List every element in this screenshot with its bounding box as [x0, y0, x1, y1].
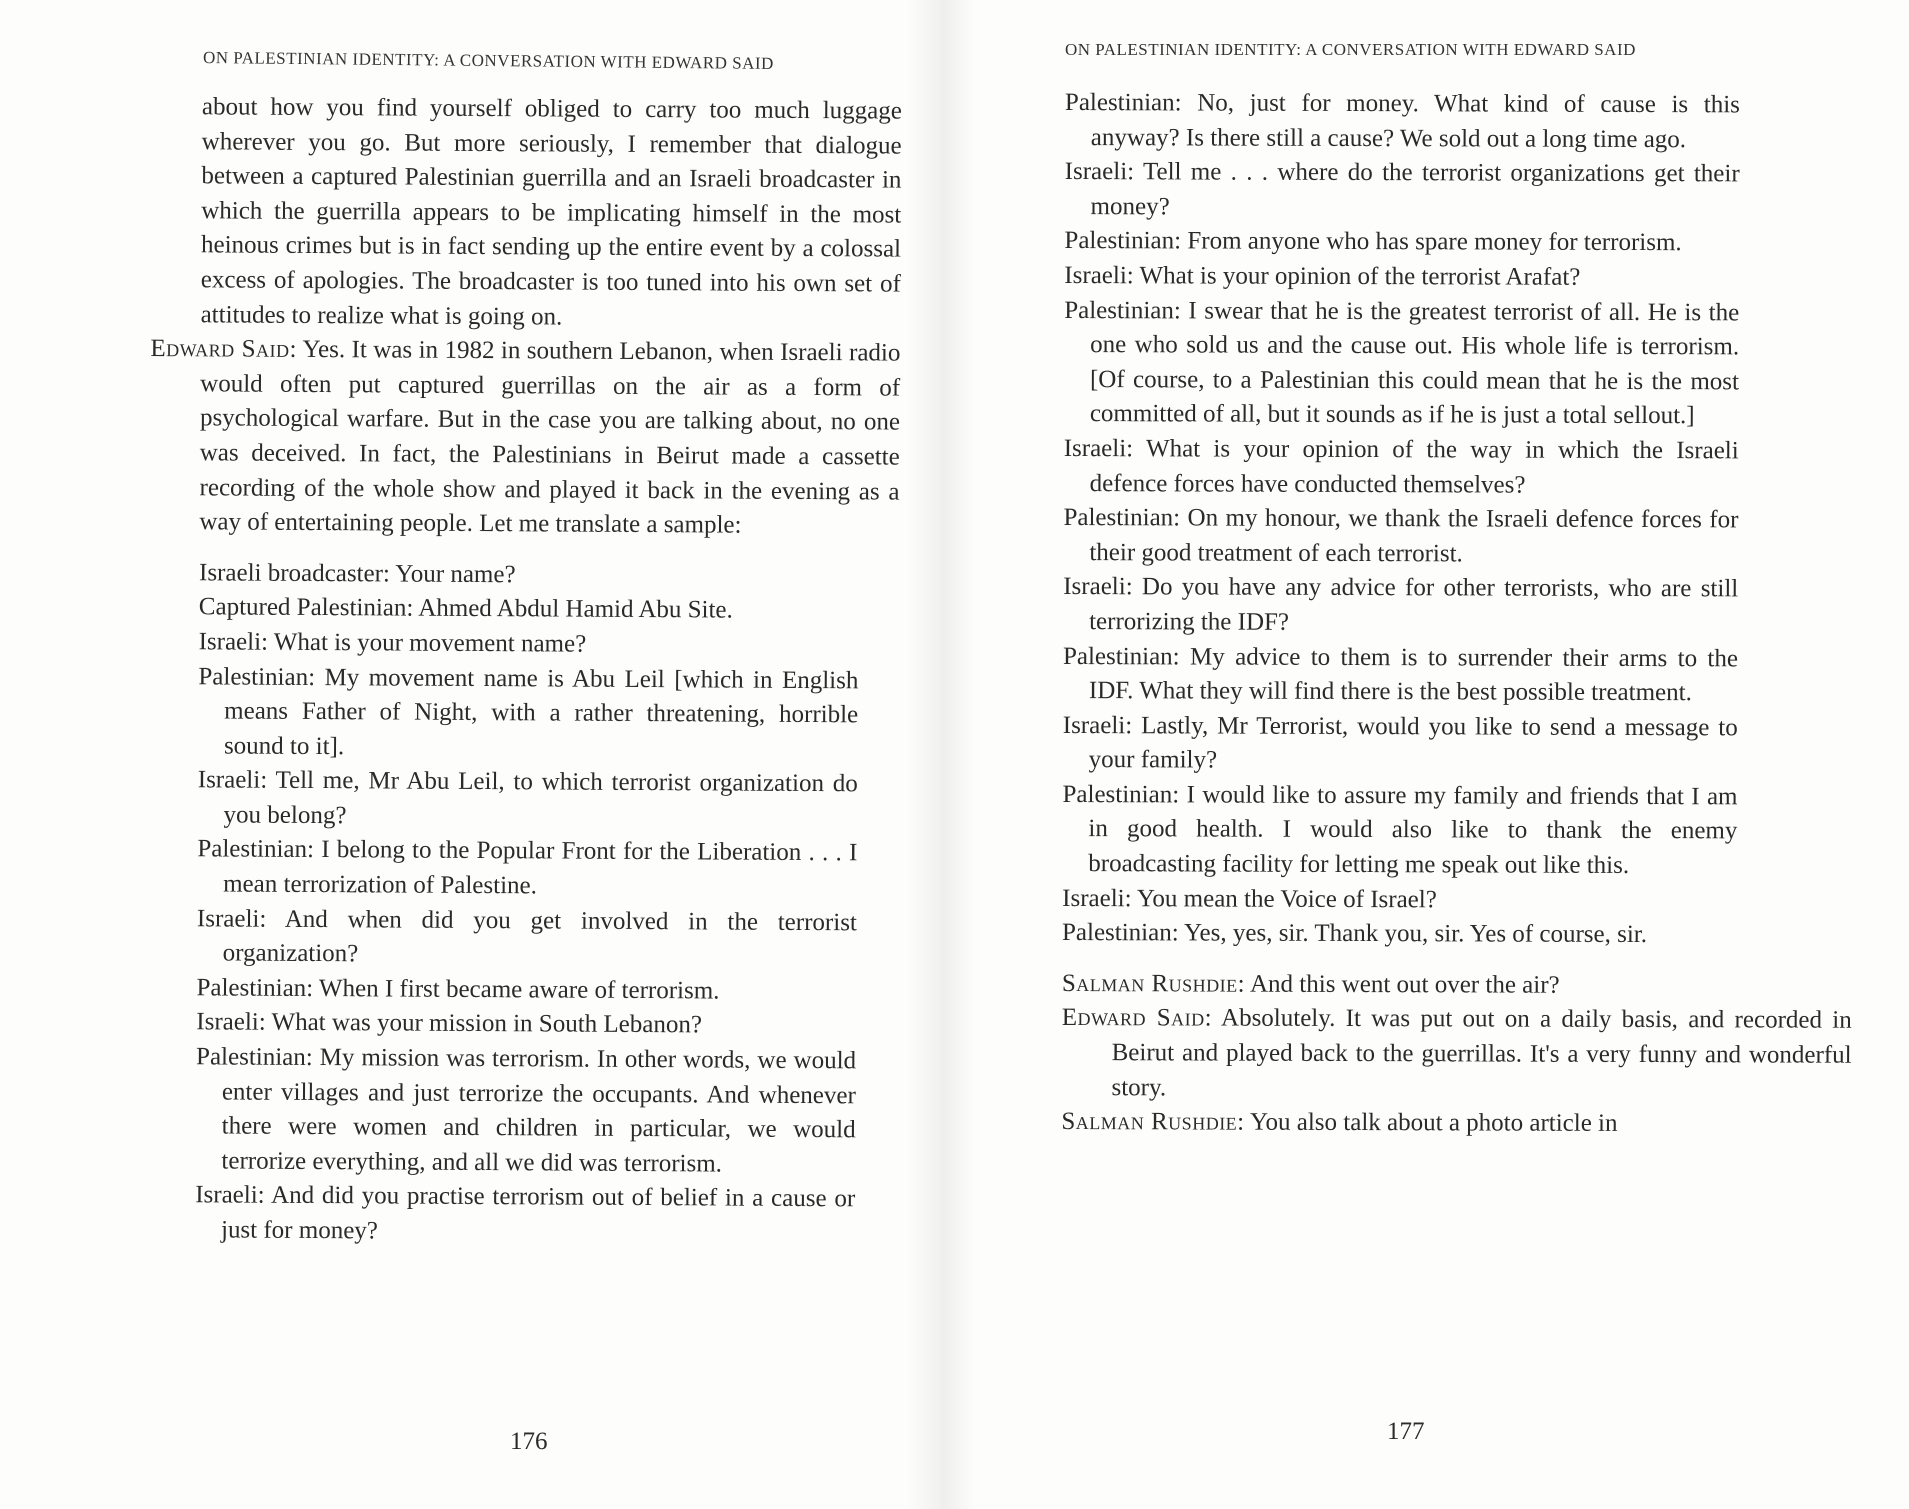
dialogue-line: Israeli: You mean the Voice of Israel?	[1062, 884, 1437, 913]
dialogue-line: Palestinian: No, just for money. What kind of cause is this anyway? Is there still a cause? We sold out a long time ago.	[1064, 88, 1740, 153]
left-page	[0, 0, 940, 1509]
speech-text: Yes. It was in 1982 in southern Lebanon, when Israeli radio would often put captured guerrillas on the air as a form of psychological warfare. But in the case you are talking about, no one was deceived. In fact, the Palestinians in Beirut made a cassette recording of the whole show and played it back in the evening as a way of entertaining people. Let me translate a sample:	[199, 336, 901, 539]
dialogue-line: Palestinian: I swear that he is the greatest terrorist of all. He is the one who sold us and the cause out. His whole life is terrorism. [Of course, to a Palestinian this could mean that he is the most committed of all, but it sounds as if he is just a total sellout.]	[1064, 296, 1740, 430]
dialogue-line: Palestinian: My advice to them is to surrender their arms to the IDF. What they will find there is the best possible treatment.	[1062, 642, 1739, 707]
speaker-name: Edward Said:	[1061, 1004, 1213, 1032]
dialogue-block	[145, 556, 859, 1252]
dialogue-line: Israeli: Tell me, Mr Abu Leil, to which terrorist organization do you belong?	[197, 766, 858, 830]
dialogue-line: Palestinian: From anyone who has spare money for terrorism.	[1064, 227, 1682, 257]
dialogue-line: Palestinian: My movement name is Abu Leil [which in English means Father of Night, with a rather threatening, horrible sound to it].	[198, 662, 859, 760]
dialogue-line: Israeli: Tell me . . . where do the terrorist organizations get their money?	[1064, 158, 1740, 221]
dialogue-line: Palestinian: When I first became aware of terrorism.	[196, 974, 720, 1005]
exchange-block	[1061, 967, 1852, 1143]
dialogue-line: Israeli: What was your mission in South Lebanon?	[196, 1008, 703, 1039]
dialogue-line: Palestinian: I would like to assure my family and friends that I am in good health. I would also like to thank the enemy broadcasting facility for letting me speak out like this.	[1062, 780, 1738, 880]
speech-paragraph	[1062, 967, 1852, 1004]
continuation-paragraph: about how you find yourself obliged to carry too much luggage wherever you go. But more seriously, I remember that dialogue between a captured Palestinian guerrilla and an Israeli broadcaster in which the guerrilla appears to be implicating himself in the most heinous crimes but is in fact sending up the entire event by a colossal excess of apologies. The broadcaster is too tuned into his own set of attitudes to realize what is going on.	[200, 93, 902, 331]
page-body	[145, 90, 902, 1252]
dialogue-line: Israeli: What is your opinion of the terrorist Arafat?	[1064, 261, 1581, 291]
speech-paragraph	[149, 332, 900, 544]
speech-text: And this went out over the air?	[1249, 970, 1560, 999]
speech-paragraph	[1061, 1001, 1851, 1108]
page-body	[1061, 86, 1855, 1143]
speech-text: You also talk about a photo article in	[1249, 1108, 1618, 1138]
running-head: ON PALESTINIAN IDENTITY: A CONVERSATION WITH EDWARD SAID	[202, 48, 774, 73]
right-page	[955, 0, 1909, 1509]
speaker-name: Salman Rushdie:	[1061, 1108, 1245, 1136]
dialogue-block	[1062, 86, 1740, 953]
dialogue-line: Palestinian: Yes, yes, sir. Thank you, sir. Yes of course, sir.	[1061, 919, 1648, 949]
dialogue-line: Palestinian: My mission was terrorism. In other words, we would enter villages and just terrorize the occupants. And whenever there were women and children in particular, we would terrorize everything, and all we did was terrorism.	[196, 1043, 857, 1178]
speaker-name: Edward Said:	[150, 335, 298, 364]
dialogue-line: Israeli: What is your opinion of the way in which the Israeli defence forces have conducted themselves?	[1063, 434, 1739, 499]
running-head: ON PALESTINIAN IDENTITY: A CONVERSATION WITH EDWARD SAID	[1065, 40, 1636, 59]
dialogue-line: Israeli: And did you practise terrorism out of belief in a cause or just for money?	[195, 1181, 856, 1245]
speaker-name: Salman Rushdie:	[1061, 969, 1246, 998]
page-number: 177	[1387, 1418, 1425, 1445]
page-number: 176	[510, 1428, 548, 1455]
dialogue-line: Palestinian: On my honour, we thank the Israeli defence forces for their good treatment of each terrorist.	[1063, 504, 1739, 568]
dialogue-line: Palestinian: I belong to the Popular Front for the Liberation . . . I mean terrorization of Palestine.	[197, 835, 858, 900]
dialogue-line: Israeli broadcaster: Your name?	[198, 559, 516, 588]
dialogue-line: Israeli: What is your movement name?	[198, 628, 587, 658]
speech-paragraph	[1061, 1105, 1851, 1142]
speech-text: Absolutely. It was put out on a daily basis, and recorded in Beirut and played back to the guerrillas. It's a very funny and wonderful story.	[1111, 1004, 1852, 1101]
dialogue-line: Captured Palestinian: Ahmed Abdul Hamid Abu Site.	[198, 593, 733, 624]
dialogue-line: Israeli: Lastly, Mr Terrorist, would you like to send a message to your family?	[1062, 711, 1738, 774]
dialogue-line: Israeli: Do you have any advice for other terrorists, who are still terrorizing the IDF?	[1063, 573, 1739, 636]
dialogue-line: Israeli: And when did you get involved in the terrorist organization?	[196, 904, 858, 968]
